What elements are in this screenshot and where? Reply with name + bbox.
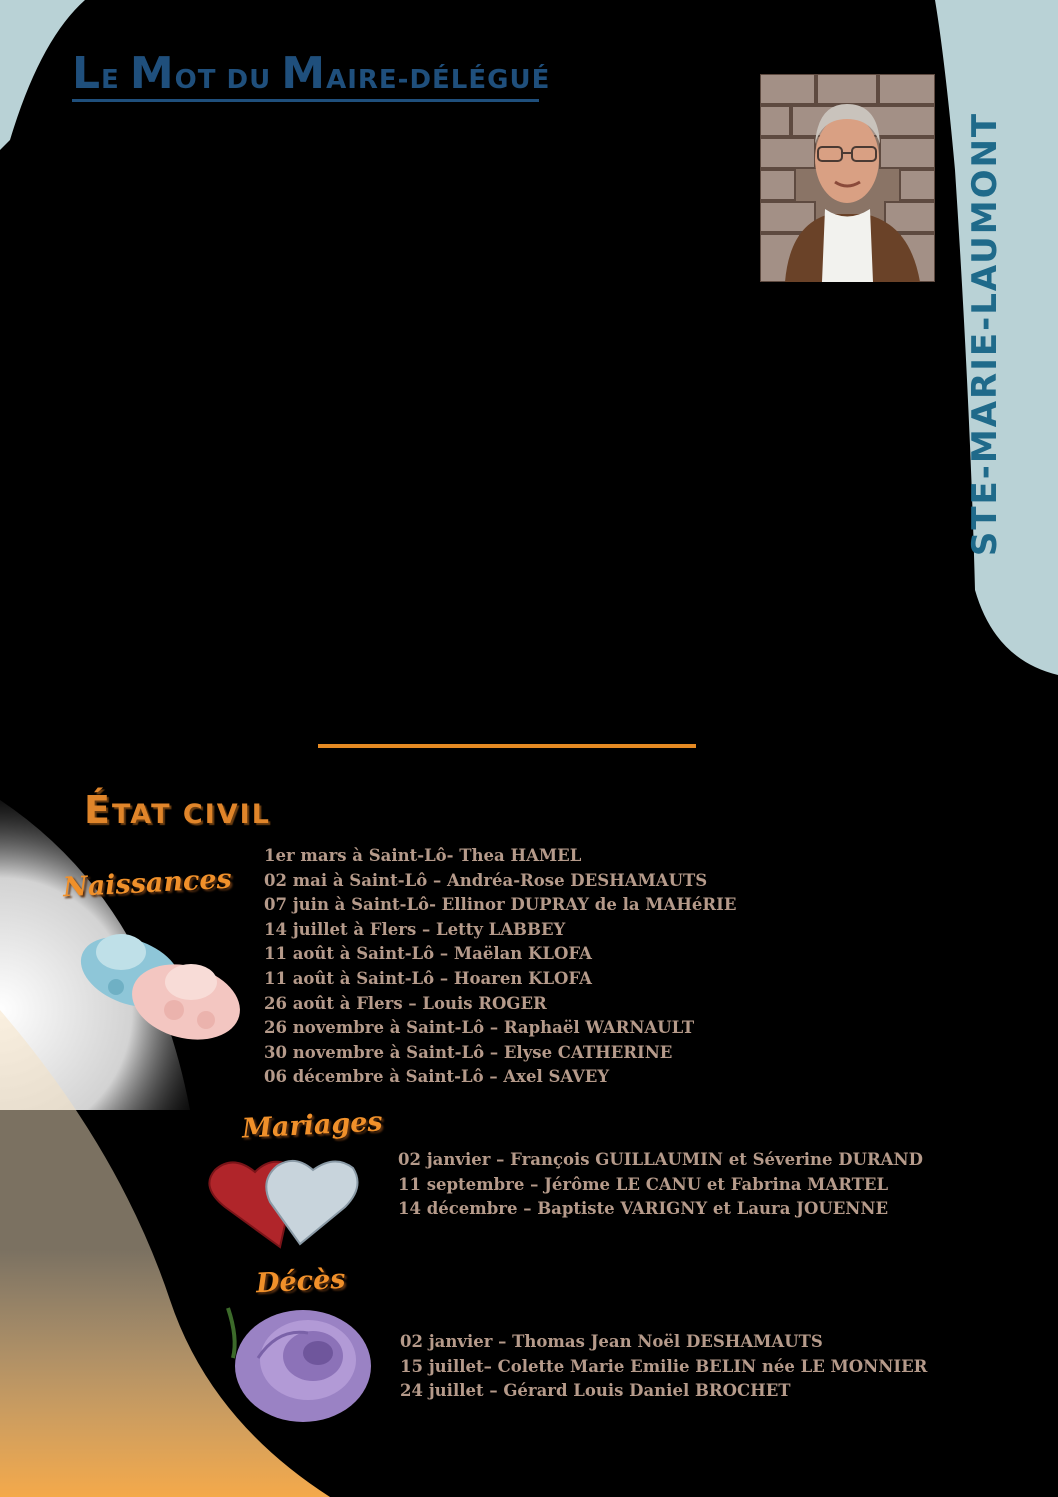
deces-list <box>400 1330 927 1404</box>
list-item: 11 août à Saint-Lô – Hoaren KLOFA <box>264 968 592 988</box>
list-item: 06 décembre à Saint-Lô – Axel SAVEY <box>264 1067 610 1087</box>
list-item: 14 décembre – Baptiste VARIGNY et Laura JOUENNE <box>398 1199 889 1219</box>
mariages-heading: Mariages <box>241 1106 384 1145</box>
two-hearts-image <box>195 1152 365 1252</box>
list-item: 30 novembre à Saint-Lô – Elyse CATHERINE <box>264 1042 673 1062</box>
commune-side-label: STE-MARIE-LAUMONT <box>965 111 1006 557</box>
naissances-list <box>264 844 736 1090</box>
list-item: 11 août à Saint-Lô – Maëlan KLOFA <box>264 944 592 964</box>
mariages-list <box>398 1148 923 1222</box>
list-item: 02 mai à Saint-Lô – Andréa-Rose DESHAMAUTS <box>264 870 708 890</box>
list-item: 07 juin à Saint-Lô- Ellinor DUPRAY de la MAHéRIE <box>264 895 737 915</box>
naissances-heading: Naissances <box>62 863 233 904</box>
mayor-portrait-photo <box>760 74 935 282</box>
title-underline <box>72 99 539 102</box>
page-title: LE MOT DU MAIRE-DÉLÉGUÉ <box>72 48 551 99</box>
baby-booties-image <box>76 912 244 1052</box>
deces-heading: Décès <box>255 1263 347 1300</box>
list-item: 24 juillet – Gérard Louis Daniel BROCHET <box>400 1381 791 1401</box>
list-item: 11 septembre – Jérôme LE CANU et Fabrina MARTEL <box>398 1174 889 1194</box>
section-divider <box>318 744 696 748</box>
list-item: 26 novembre à Saint-Lô – Raphaël WARNAULT <box>264 1018 695 1038</box>
list-item: 02 janvier – François GUILLAUMIN et Séverine DURAND <box>398 1150 923 1169</box>
purple-rose-image <box>218 1298 378 1428</box>
list-item: 02 janvier – Thomas Jean Noël DESHAMAUTS <box>400 1332 823 1351</box>
etat-civil-heading: ÉTAT CIVIL <box>84 788 271 832</box>
list-item: 1er mars à Saint-Lô- Thea HAMEL <box>264 846 582 865</box>
list-item: 26 août à Flers – Louis ROGER <box>264 993 547 1013</box>
list-item: 14 juillet à Flers – Letty LABBEY <box>264 919 566 939</box>
list-item: 15 juillet– Colette Marie Emilie BELIN née LE MONNIER <box>400 1356 928 1376</box>
